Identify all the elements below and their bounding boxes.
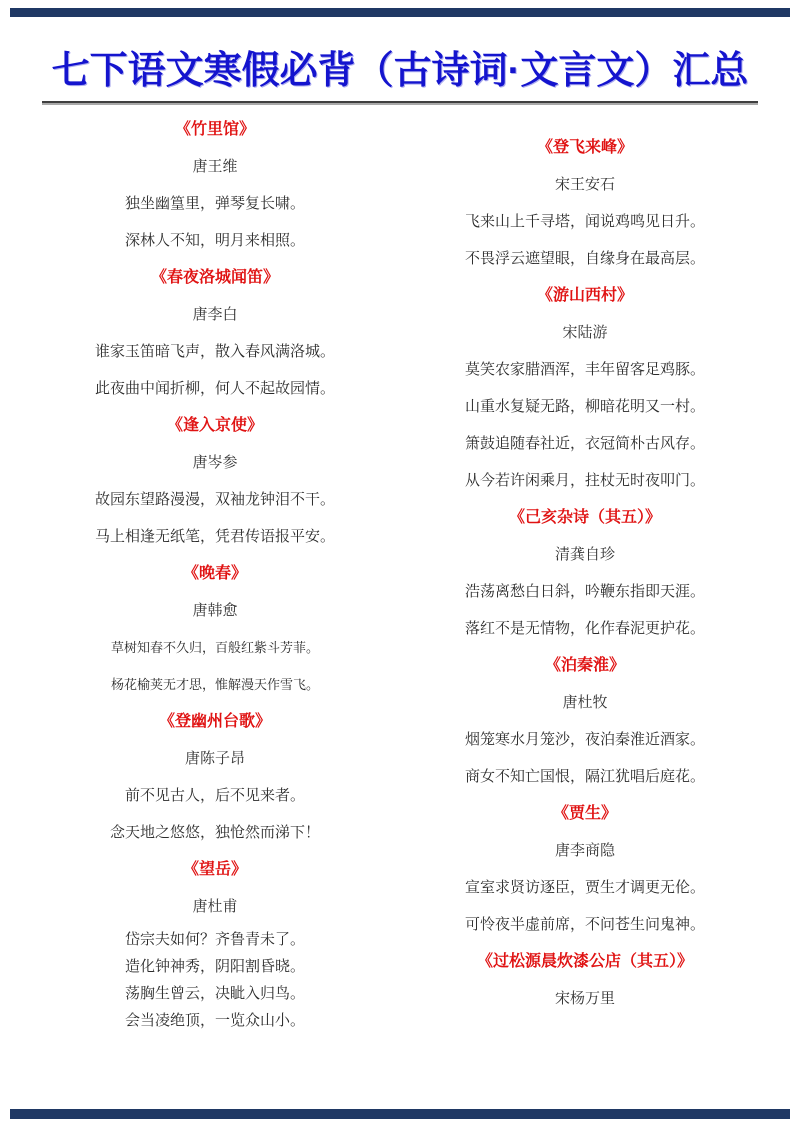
poem-title: 《游山西村》 bbox=[536, 287, 633, 304]
poem-section bbox=[30, 711, 400, 844]
poem-line: 杨花榆荚无才思，惟解漫天作雪飞。 bbox=[110, 677, 319, 692]
poem-section bbox=[400, 285, 770, 492]
poem-line: 马上相逢无纸笔，凭君传语报平安。 bbox=[94, 528, 335, 545]
top-border-bar bbox=[10, 8, 790, 17]
poem-title: 《泊秦淮》 bbox=[544, 657, 625, 674]
poem-line: 故园东望路漫漫，双袖龙钟泪不干。 bbox=[94, 491, 335, 508]
poem-section bbox=[30, 563, 400, 696]
poem-section bbox=[400, 803, 770, 936]
poem-title: 《春夜洛城闻笛》 bbox=[150, 269, 279, 286]
poem-author: 唐王维 bbox=[192, 158, 238, 175]
poem-author: 唐李商隐 bbox=[554, 842, 615, 859]
poem-line: 独坐幽篁里，弹琴复长啸。 bbox=[124, 195, 305, 212]
poem-author: 清龚自珍 bbox=[554, 546, 615, 563]
poem-line: 落红不是无情物，化作春泥更护花。 bbox=[464, 620, 705, 637]
poem-line: 深林人不知，明月来相照。 bbox=[124, 232, 305, 249]
poem-section bbox=[30, 415, 400, 548]
poem-section bbox=[400, 137, 770, 270]
poem-line: 山重水复疑无路，柳暗花明又一村。 bbox=[464, 398, 705, 415]
poem-line: 此夜曲中闻折柳，何人不起故园情。 bbox=[94, 380, 335, 397]
poem-line: 烟笼寒水月笼沙，夜泊秦淮近酒家。 bbox=[464, 731, 705, 748]
poem-line: 念天地之悠悠，独怆然而涕下！ bbox=[109, 824, 320, 841]
poem-line: 宣室求贤访逐臣，贾生才调更无伦。 bbox=[464, 879, 705, 896]
poem-title: 《竹里馆》 bbox=[174, 121, 255, 138]
poem-author: 唐李白 bbox=[192, 306, 238, 323]
page-title: 七下语文寒假必背（古诗词·文言文）汇总 bbox=[51, 50, 749, 92]
poem-author: 宋杨万里 bbox=[554, 990, 615, 1007]
poem-line: 造化钟神秀，阴阳割昏晓。 bbox=[124, 958, 305, 975]
poem-author: 宋王安石 bbox=[554, 176, 615, 193]
poem-author: 宋陆游 bbox=[562, 324, 608, 341]
poem-line: 飞来山上千寻塔，闻说鸡鸣见日升。 bbox=[464, 213, 705, 230]
poem-line: 可怜夜半虚前席，不问苍生问鬼神。 bbox=[464, 916, 705, 933]
poem-line: 箫鼓追随春社近，衣冠简朴古风存。 bbox=[464, 435, 705, 452]
poem-author: 唐岑参 bbox=[192, 454, 238, 471]
poem-line: 荡胸生曾云，决眦入归鸟。 bbox=[124, 985, 305, 1002]
poem-section bbox=[400, 507, 770, 640]
poem-title: 《望岳》 bbox=[182, 861, 247, 878]
poem-title: 《贾生》 bbox=[552, 805, 617, 822]
poem-section bbox=[30, 859, 400, 1034]
poem-line: 不畏浮云遮望眼，自缘身在最高层。 bbox=[464, 250, 705, 267]
poem-title: 《逢入京使》 bbox=[166, 417, 263, 434]
poem-author: 唐韩愈 bbox=[192, 602, 238, 619]
poem-section bbox=[400, 655, 770, 788]
poem-line: 会当凌绝顶，一览众山小。 bbox=[124, 1012, 305, 1029]
poem-line: 岱宗夫如何？齐鲁青未了。 bbox=[124, 931, 305, 948]
poem-line: 莫笑农家腊酒浑，丰年留客足鸡豚。 bbox=[464, 361, 705, 378]
bottom-border-bar bbox=[10, 1109, 790, 1119]
poem-title: 《晚春》 bbox=[182, 565, 247, 582]
poem-line: 浩荡离愁白日斜，吟鞭东指即天涯。 bbox=[464, 583, 705, 600]
poem-title: 《己亥杂诗（其五）》 bbox=[508, 509, 661, 526]
poem-title: 《过松源晨炊漆公店（其五）》 bbox=[476, 953, 693, 970]
poem-author: 唐陈子昂 bbox=[184, 750, 245, 767]
poem-columns bbox=[0, 105, 800, 1035]
right-column bbox=[400, 119, 770, 1035]
poem-title: 《登飞来峰》 bbox=[536, 139, 633, 156]
poem-title: 《登幽州台歌》 bbox=[158, 713, 271, 730]
poem-line: 草树知春不久归，百般红紫斗芳菲。 bbox=[110, 640, 319, 655]
poem-section bbox=[30, 119, 400, 252]
poem-line: 商女不知亡国恨，隔江犹唱后庭花。 bbox=[464, 768, 705, 785]
poem-author: 唐杜牧 bbox=[562, 694, 608, 711]
poem-line: 从今若许闲乘月，拄杖无时夜叩门。 bbox=[464, 472, 705, 489]
poem-line: 前不见古人，后不见来者。 bbox=[124, 787, 305, 804]
poem-section bbox=[30, 267, 400, 400]
poem-section bbox=[400, 951, 770, 1010]
poem-line: 谁家玉笛暗飞声，散入春风满洛城。 bbox=[94, 343, 335, 360]
poem-author: 唐杜甫 bbox=[192, 898, 238, 915]
left-column bbox=[30, 119, 400, 1035]
